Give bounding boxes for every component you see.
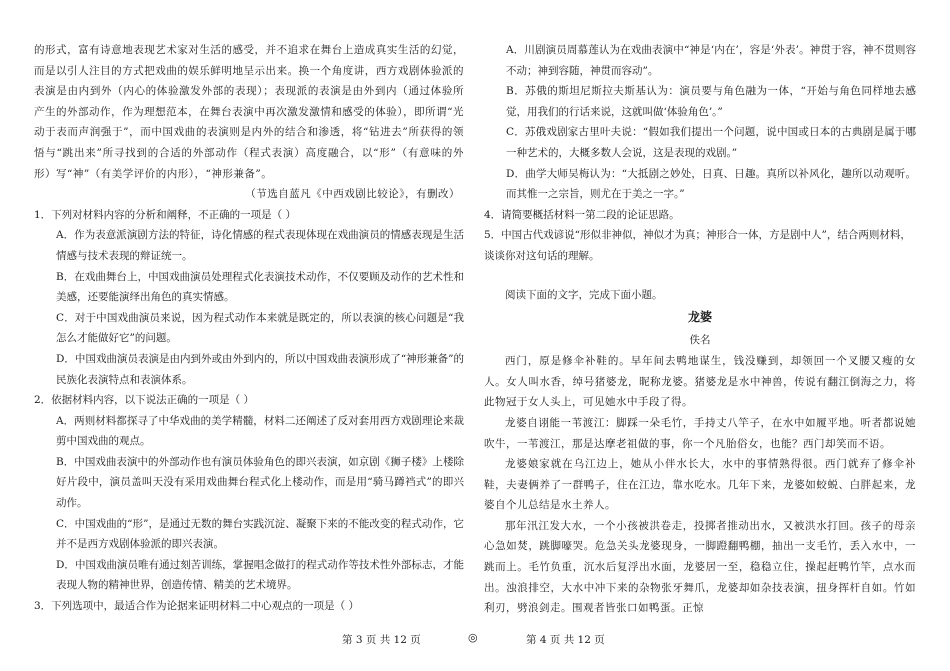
question-1-stem: 1．下列对材料内容的分析和阐释，不正确的一项是（ ） <box>34 208 297 221</box>
question-5: 5．中国古代戏谚说“形似非神似，神似才为真；神形合一体，方是剧中人”，结合两则材料，谈谈你对这句话的理解。 <box>484 229 911 262</box>
question-3-option-a: A．川剧演员周慕莲认为在戏曲表演中“神是‘内在’，容是‘外表’。神贯于容，神不贯则容不动；神到容随，神贯而容动”。 <box>506 44 916 77</box>
question-3-option-c: C．苏俄戏剧家古里叶夫说：“假如我们提出一个问题，说中国或日本的古典剧是属于哪一种艺术的，大概多数人会说，这是表现的戏剧。” <box>506 126 916 159</box>
passage-source: （节选自蓝凡《中西戏剧比较论》，有删改） <box>245 188 460 201</box>
right-column <box>484 40 916 619</box>
question-2-stem: 2．依据材料内容，以下说法正确的一项是（ ） <box>34 394 255 407</box>
question-4: 4．请简要概括材料一第二段的论证思路。 <box>484 208 680 221</box>
story-author: 佚名 <box>689 334 711 347</box>
page-number-left: 第 3 页 共 12 页 <box>342 634 421 646</box>
question-1-option-d: D．中国戏曲演员表演是由内到外或由外到内的，所以中国戏曲表演形成了“神形兼备”的民族化表演特点和表演体系。 <box>56 352 464 386</box>
question-2-option-c: C．中国戏曲的“形”，是通过无数的舞台实践沉淀、凝聚下来的不能改变的程式动作，它并不是西方戏剧体验派的即兴表演。 <box>56 517 464 551</box>
story-paragraph: 那年汛江发大水，一个小孩被洪卷走，投掷者推动出水，又被洪水打回。孩子的母亲心急如焚，跳脚嚎哭。危急关头龙婆现身，一脚蹬翻鸭棚，抽出一支毛竹，丢入水中，一跳而上。毛竹负重，沉水后复浮出水面，龙婆居一至，稳稳立住，操起赶鸭竹竿，点水而出。浊浪排空，大水中冲下来的杂物张牙舞爪，龙婆却如杂技表演，扭身挥杆自如。竹如利刃，劈浪剑走。围观者皆张口如鸭蛋。正惊 <box>484 519 916 615</box>
page-number-right: 第 4 页 共 12 页 <box>526 634 605 646</box>
section-gap <box>484 267 916 285</box>
question-2-option-a: A．两则材料都探寻了中华戏曲的美学精髓，材料二还阐述了反对套用西方戏剧理论来裁剪中国戏曲的观点。 <box>56 414 464 448</box>
story-paragraph: 龙婆娘家就在乌江边上，她从小伴水长大，水中的事情熟得很。西门就弃了修伞补鞋，夫妻俩养了一群鸭子，住在江边，靠水吃水。几年下来，龙婆如蛟蜕、白胖起来，龙婆自个儿总结是水土养人。 <box>484 458 916 512</box>
question-1-option-a: A．作为表意派演剧方法的特征，诗化情感的程式表现体现在戏曲演员的情感表现是生活情感与技术表现的辩证统一。 <box>56 229 464 262</box>
reading-instruction: 阅读下面的文字，完成下面小题。 <box>505 288 663 301</box>
left-column <box>34 40 464 617</box>
question-3-option-b: B．苏俄的斯坦尼斯拉夫斯基认为：演员要与角色融为一体，“开始与角色同样地去感觉，用我们的行话来说，这就叫做‘体验角色’。” <box>506 85 916 118</box>
question-1-option-c: C．对于中国戏曲演员来说，因为程式动作本来就是既定的，所以表演的核心问题是“我怎么才能做好它”的问题。 <box>56 311 464 345</box>
question-2-option-d: D．中国戏曲演员唯有通过刻苦训练，掌握唱念做打的程式动作等技术性外部标志，才能表现人物的精神世界，创造传情、精美的艺术境界。 <box>56 558 464 592</box>
story-paragraph: 龙婆自诩能一苇渡江：脚踩一朵毛竹，手持丈八竿子，在水中如履平地。听者都说她吹牛，一苇渡江，那是达摩老祖做的事，你一个凡胎俗女，也能？西门却笑而不语。 <box>484 416 916 450</box>
question-1-option-b: B．在戏曲舞台上，中国戏曲演员处理程式化表演技术动作，不仅要顾及动作的艺术性和美感，还要能演绎出角色的真实情感。 <box>56 270 464 304</box>
question-3-option-d: D．曲学大师吴梅认为：“大抵剧之妙处，日真、日趣。真所以补风化，趣所以动观听。而其惟一之宗旨，则尤在于美之一字。” <box>506 167 916 201</box>
story-paragraph: 西门，原是修伞补鞋的。早年间去鸭地谋生，钱没赚到，却领回一个叉腰又瘦的女人。女人叫水香，绰号猪婆龙，昵称龙婆。猪婆龙是水中神兽，传说有翻江倒海之力，将此物冠于女人头上，可见她水中手段了得。 <box>484 355 916 409</box>
passage-tail: 的形式，富有诗意地表现艺术家对生活的感受，并不追求在舞台上造成真实生活的幻觉，而是以引人注目的方式把戏曲的娱乐鲜明地呈示出来。换一个角度讲，西方戏剧体验派的表演是由内到外（内心的体验激发外部的表现）；表现派的表演是由外到内（通过体验所产生的外部动作，作为理想范本，在舞台表演中再次激发激情和感受的体验），即所谓“光动于表而声润强于”，而中国戏曲的表演则是内外的结合和渗透，将“钻进去”所获得的领悟与“跳出来”所寻找到的合适的外部动作（程式表演）高度融合，以“形”（有意味的外形）写“神”（有美学评价的内形），“神形兼备”。 <box>34 44 464 180</box>
question-2-option-b: B．中国戏曲表演中的外部动作也有演员体验角色的即兴表演，如京剧《狮子楼》上楼除好片段中，演员盖叫天没有采用戏曲舞台程式化上楼动作，而是用“骑马蹲裆式”的即兴动作。 <box>56 455 464 510</box>
story-title: 龙婆 <box>687 310 712 325</box>
center-mark: ◎ <box>468 631 478 644</box>
question-3-stem: 3．下列选项中，最适合作为论据来证明材料二中心观点的一项是（ ） <box>34 600 360 613</box>
